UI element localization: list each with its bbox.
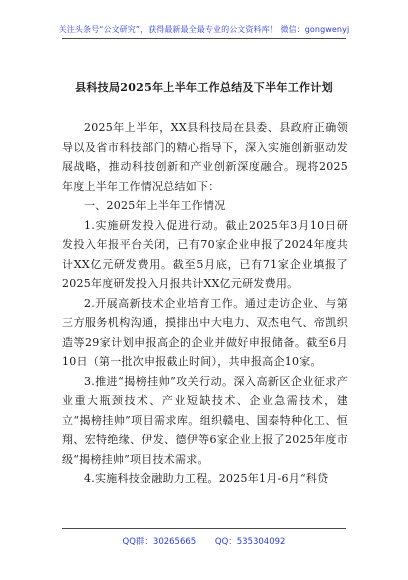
work-item-1: 1.实施研发投入促进行动。截止2025年3月10日研发投入年报平台关闭，已有70家企业申报了2024年度共计XX亿元研发费用。截至5月底，已有71家企业填报了2025年度研发投入月报共计XX亿元研发费用。: [62, 218, 348, 290]
footer-qq: QQ：535304092: [214, 537, 286, 547]
document-body: [62, 118, 348, 489]
work-item-4: 4.实施科技金融助力工程。2025年1月-6月“科贷: [84, 472, 329, 485]
footer-divider: [62, 528, 346, 529]
header-banner: 关注头条号“公文研究”，获得最新最全最专业的公文资料库！ 微信：gongwenyj: [58, 25, 350, 34]
section-heading: 一、2025年上半年工作情况: [84, 199, 226, 212]
header-divider: [62, 38, 346, 39]
work-item-2: 2.开展高新技术企业培育工作。通过走访企业、与第三方服务机构沟通，摸排出中大电力、双杰电气、帝凯织造等29家计划申报高企的企业并做好申报储备。截至6月10日（第一批次申报截止时间），共申报高企10家。: [62, 296, 348, 368]
intro-paragraph: 2025年上半年，XX县科技局在县委、县政府正确领导以及省市科技部门的精心指导下，深入实施创新驱动发展战略，推动科技创新和产业创新深度融合。现将2025年度上半年工作情况总结如下：: [62, 121, 348, 193]
footer-qq-group: QQ群：30265665: [122, 537, 197, 547]
document-title: 县科技局2025年上半年工作总结及下半年工作计划: [75, 81, 333, 94]
footer-contact: [0, 535, 408, 547]
work-item-3: 3.推进“揭榜挂帅”攻关行动。深入高新区企业征求产业重大瓶颈技术、产业短缺技术、企业急需技术，建立“揭榜挂帅”项目需求库。组织赣电、国泰特种化工、恒翔、宏特绝缘、伊发、德伊等6家企业上报了2025年度市级“揭榜挂帅”项目技术需求。: [62, 374, 348, 466]
